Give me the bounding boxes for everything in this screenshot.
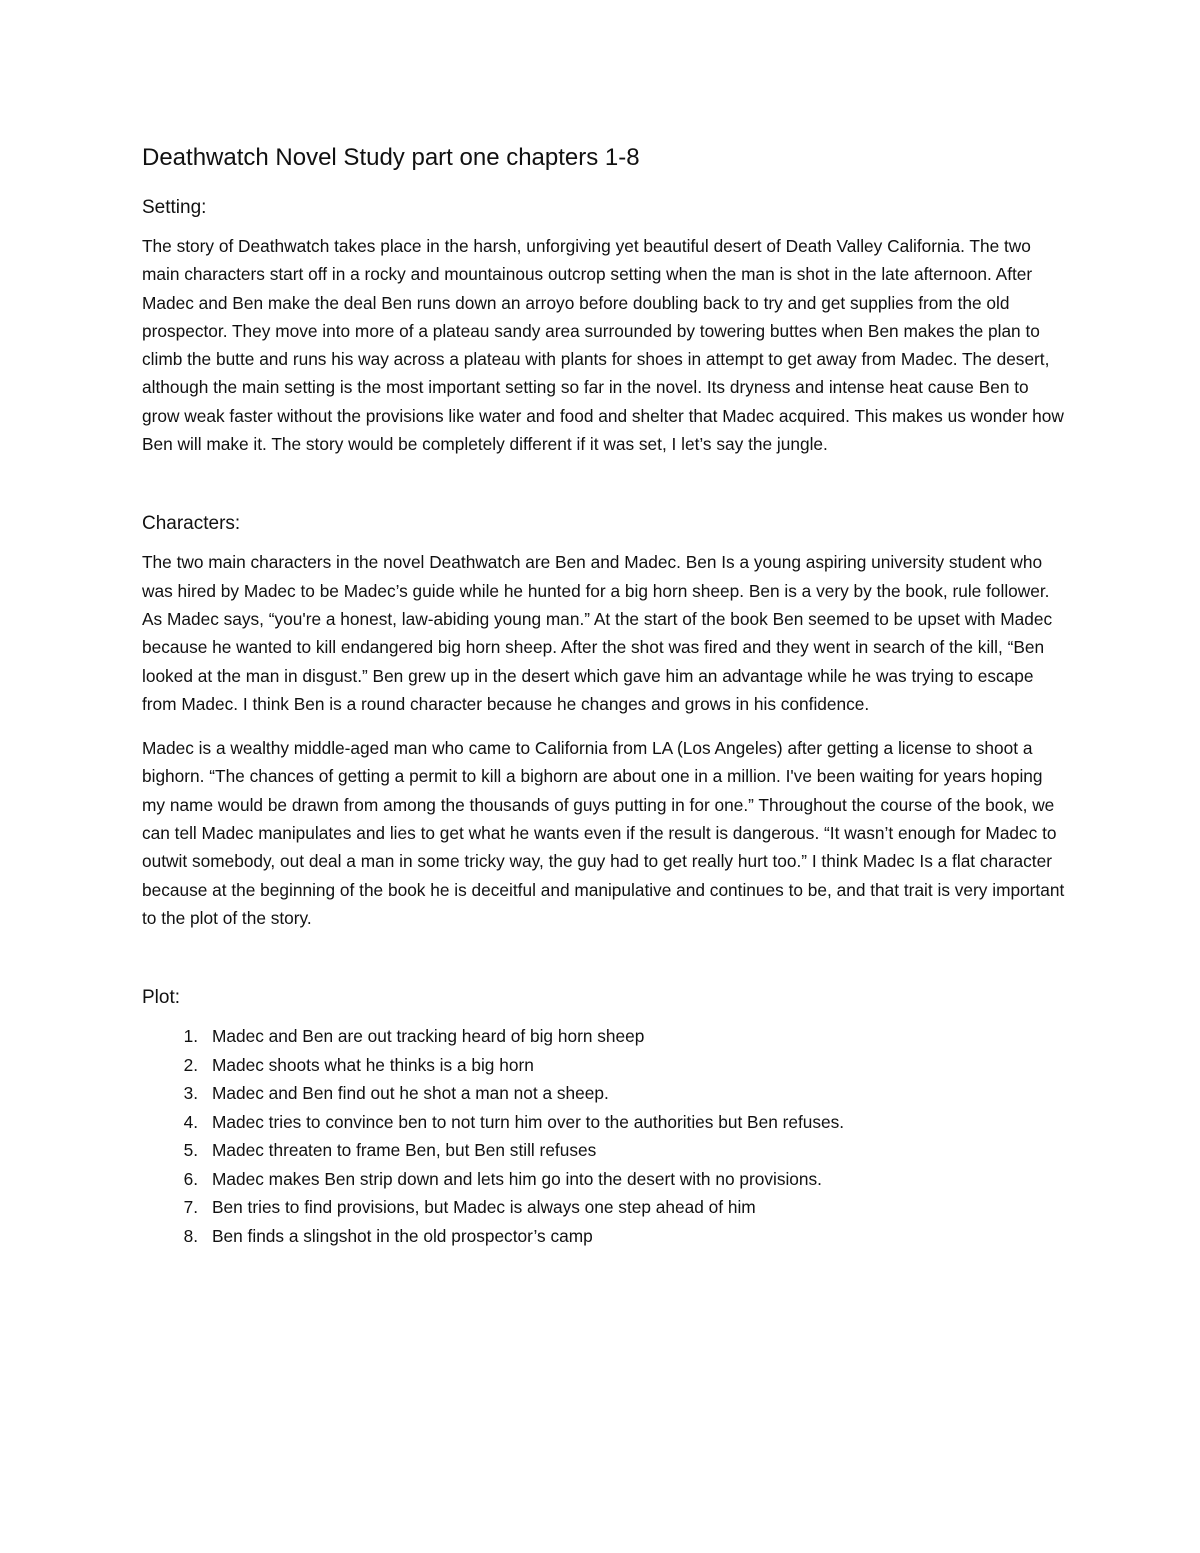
setting-section	[142, 194, 1067, 458]
plot-item	[142, 1222, 1067, 1251]
plot-item-number: 2.	[183, 1054, 198, 1075]
setting-heading: Setting:	[142, 197, 207, 218]
plot-item-text: Madec and Ben find out he shot a man not a sheep.	[212, 1083, 609, 1104]
plot-item-text: Madec tries to convince ben to not turn him over to the authorities but Ben refuses.	[212, 1111, 845, 1132]
plot-item-text: Madec and Ben are out tracking heard of big horn sheep	[212, 1026, 645, 1047]
plot-heading: Plot:	[142, 987, 181, 1009]
plot-list	[142, 1022, 1067, 1250]
plot-item	[142, 1136, 1067, 1165]
plot-item-text: Madec shoots what he thinks is a big horn	[212, 1054, 534, 1075]
spacer	[142, 932, 1067, 984]
plot-item-number: 7.	[183, 1197, 198, 1218]
plot-item	[142, 1051, 1067, 1080]
plot-item	[142, 1108, 1067, 1137]
plot-item	[142, 1022, 1067, 1051]
spacer	[142, 718, 1067, 734]
plot-item-number: 1.	[183, 1026, 198, 1047]
plot-item-number: 8.	[183, 1225, 198, 1246]
characters-paragraph-madec: Madec is a wealthy middle-aged man who came to California from LA (Los Angeles) after getting a license to shoot a bighorn. “The chances of getting a permit to kill a bighorn are about one in a million. I've been waiting for years hoping my name would be drawn from among the thousands of guys putting in for one.” Throughout the course of the book, we can tell Madec manipulates and lies to get what he wants even if the result is dangerous. “It wasn’t enough for Madec to outwit somebody, out deal a man in some tricky way, the guy had to get really hurt too.” I think Madec Is a flat character because at the beginning of the book he is deceitful and manipulative and continues to be, and that trait is very important to the plot of the story.	[142, 738, 1065, 928]
characters-paragraph-ben: The two main characters in the novel Deathwatch are Ben and Madec. Ben Is a young aspiring university student who was hired by Madec to be Madec’s guide while he hunted for a big horn sheep. Ben is a very by the book, rule follower. As Madec says, “you're a honest, law-abiding young man.” At the start of the book Ben seemed to be upset with Madec because he wanted to kill endangered big horn sheep. After the shot was fired and they went in search of the kill, “Ben looked at the man in disgust.” Ben grew up in the desert which gave him an advantage while he was trying to escape from Madec. I think Ben is a round character because he changes and grows in his confidence.	[142, 552, 1053, 714]
document-title: Deathwatch Novel Study part one chapters 1-8	[142, 144, 640, 171]
plot-item-number: 5.	[183, 1140, 198, 1161]
plot-item-number: 6.	[183, 1168, 198, 1189]
plot-item-text: Ben tries to find provisions, but Madec is always one step ahead of him	[212, 1197, 756, 1218]
plot-item-text: Madec threaten to frame Ben, but Ben still refuses	[212, 1140, 597, 1161]
characters-heading: Characters:	[142, 513, 241, 535]
plot-item-number: 3.	[183, 1083, 198, 1104]
plot-item-text: Ben finds a slingshot in the old prospector’s camp	[212, 1225, 593, 1246]
plot-item	[142, 1193, 1067, 1222]
plot-item	[142, 1079, 1067, 1108]
plot-item-text: Madec makes Ben strip down and lets him go into the desert with no provisions.	[212, 1168, 822, 1189]
plot-item	[142, 1165, 1067, 1194]
spacer	[142, 458, 1067, 510]
plot-item-number: 4.	[183, 1111, 198, 1132]
document-page	[142, 140, 1067, 1250]
plot-section	[142, 984, 1067, 1250]
setting-paragraph: The story of Deathwatch takes place in the harsh, unforgiving yet beautiful desert of Death Valley California. The two main characters start off in a rocky and mountainous outcrop setting when the man is shot in the late afternoon. After Madec and Ben make the deal Ben runs down an arroyo before doubling back to try and get supplies from the old prospector. They move into more of a plateau sandy area surrounded by towering buttes when Ben makes the plan to climb the butte and runs his way across a plateau with plants for shoes in attempt to get away from Madec. The desert, although the main setting is the most important setting so far in the novel. Its dryness and intense heat cause Ben to grow weak faster without the provisions like water and food and shelter that Madec acquired. This makes us wonder how Ben will make it. The story would be completely different if it was set, I let’s say the jungle.	[142, 236, 1064, 455]
characters-section	[142, 510, 1067, 932]
